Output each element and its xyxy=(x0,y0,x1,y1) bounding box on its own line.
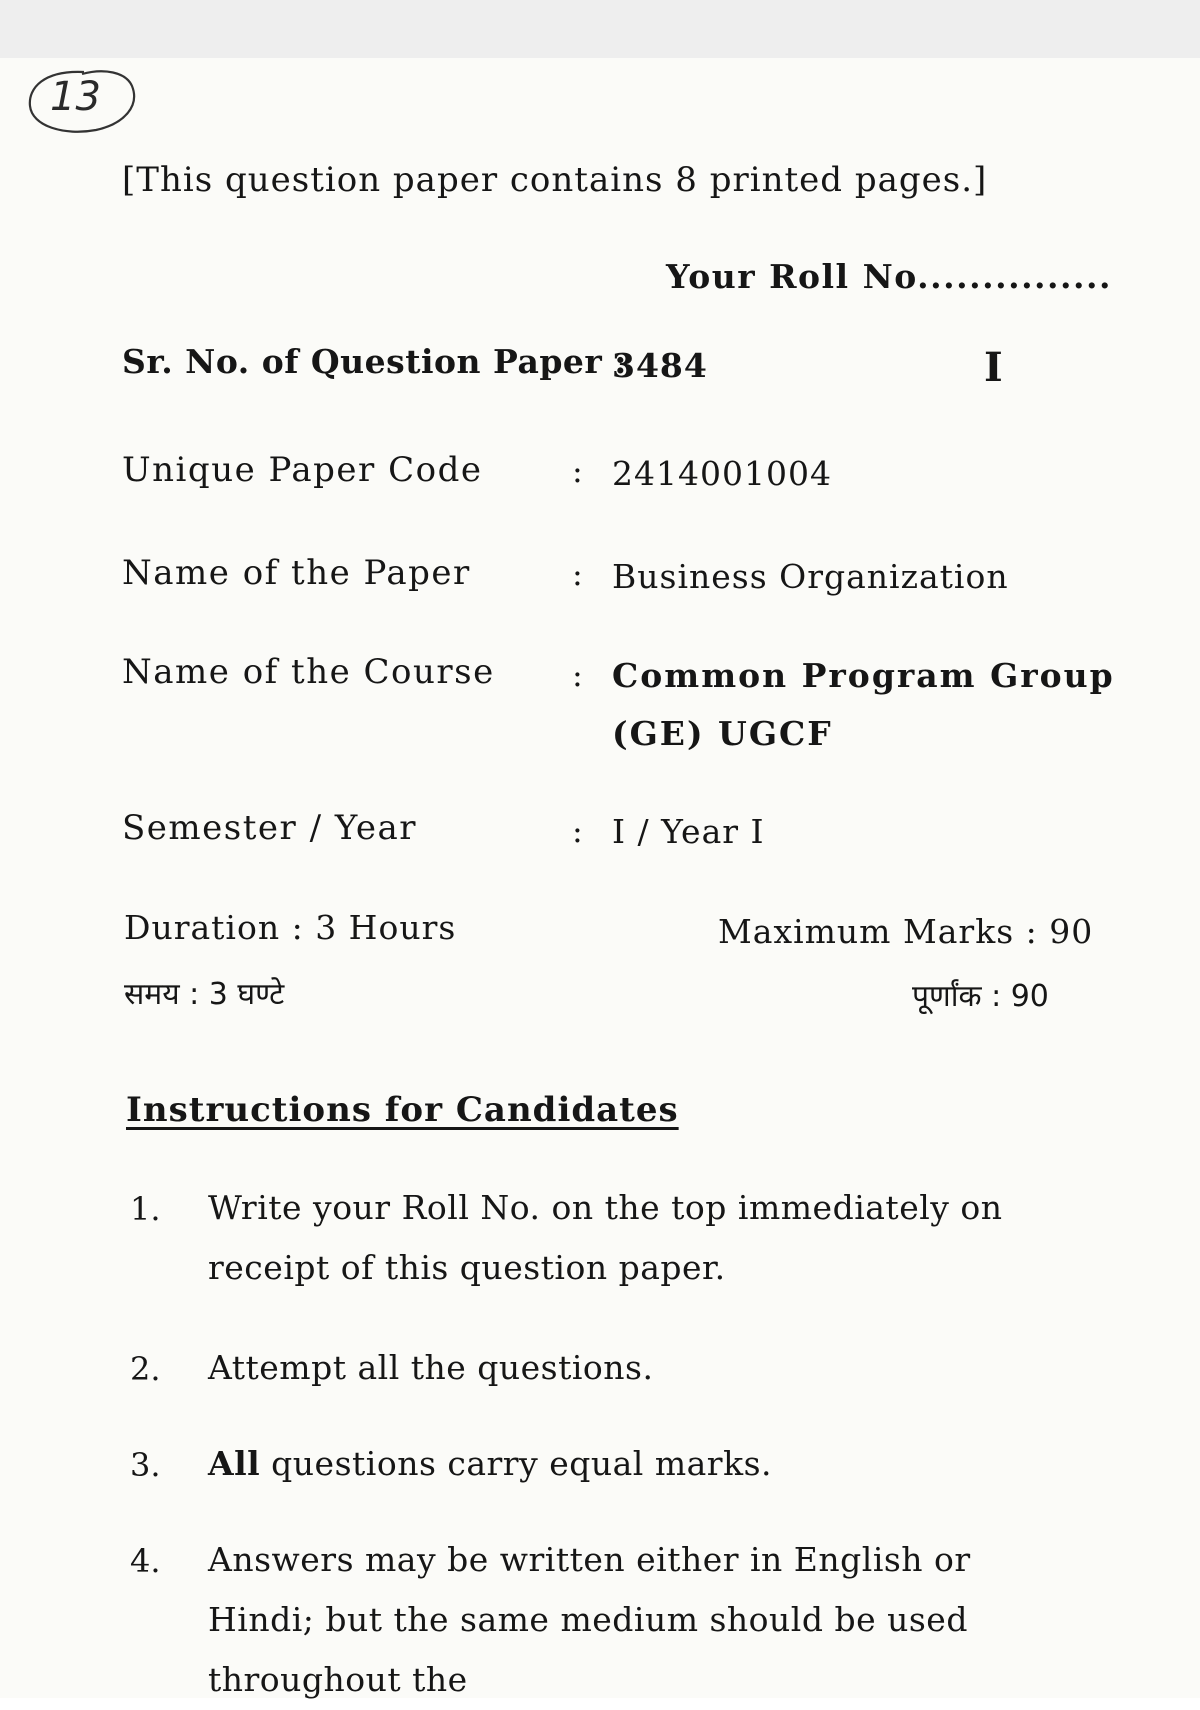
course-name-value-line1: Common Program Group xyxy=(612,656,1115,695)
course-name-label: Name of the Course xyxy=(122,652,495,692)
serial-number-label: Sr. No. of Question Paper : xyxy=(122,342,627,381)
instruction-number: 1. xyxy=(130,1190,161,1228)
semester-year-value: I / Year I xyxy=(612,812,765,851)
instruction-text: questions carry equal marks. xyxy=(260,1444,773,1483)
serial-number-value: 3484 xyxy=(612,346,708,385)
unique-paper-code-value: 2414001004 xyxy=(612,454,832,493)
roll-number-field: Your Roll No............... xyxy=(666,257,1112,296)
semester-year-label: Semester / Year xyxy=(122,808,417,848)
maximum-marks: Maximum Marks : 90 xyxy=(718,912,1094,951)
instruction-number: 3. xyxy=(130,1446,161,1484)
field-separator: : xyxy=(572,812,583,850)
unique-paper-code-label: Unique Paper Code xyxy=(122,450,483,490)
field-separator: : xyxy=(572,555,583,593)
instruction-item xyxy=(208,1434,1078,1494)
duration: Duration : 3 Hours xyxy=(124,908,457,947)
paper-name-value: Business Organization xyxy=(612,557,1009,596)
set-letter: I xyxy=(984,344,1003,391)
instruction-number: 2. xyxy=(130,1350,161,1388)
viewer-top-bar xyxy=(0,0,1200,59)
printed-pages-note: [This question paper contains 8 printed pages.] xyxy=(122,160,988,200)
instruction-item: Write your Roll No. on the top immediately on receipt of this question paper. xyxy=(208,1188,1003,1287)
course-name-value-line2: (GE) UGCF xyxy=(612,714,833,753)
duration-hindi: समय : 3 घण्टे xyxy=(124,977,285,1012)
paper-name-label: Name of the Paper xyxy=(122,553,471,593)
field-separator: : xyxy=(572,452,583,490)
instruction-emphasis: All xyxy=(208,1444,261,1483)
instruction-number: 4. xyxy=(130,1542,161,1580)
field-separator: : xyxy=(572,656,583,694)
instruction-item: Answers may be written either in English or Hindi; but the same medium should be used throughout the xyxy=(208,1540,971,1699)
handwritten-page-number: 13 xyxy=(50,74,101,120)
instructions-heading: Instructions for Candidates xyxy=(126,1090,679,1130)
maximum-marks-hindi: पूर्णांक : 90 xyxy=(912,979,1049,1014)
instruction-item: Attempt all the questions. xyxy=(208,1348,654,1387)
